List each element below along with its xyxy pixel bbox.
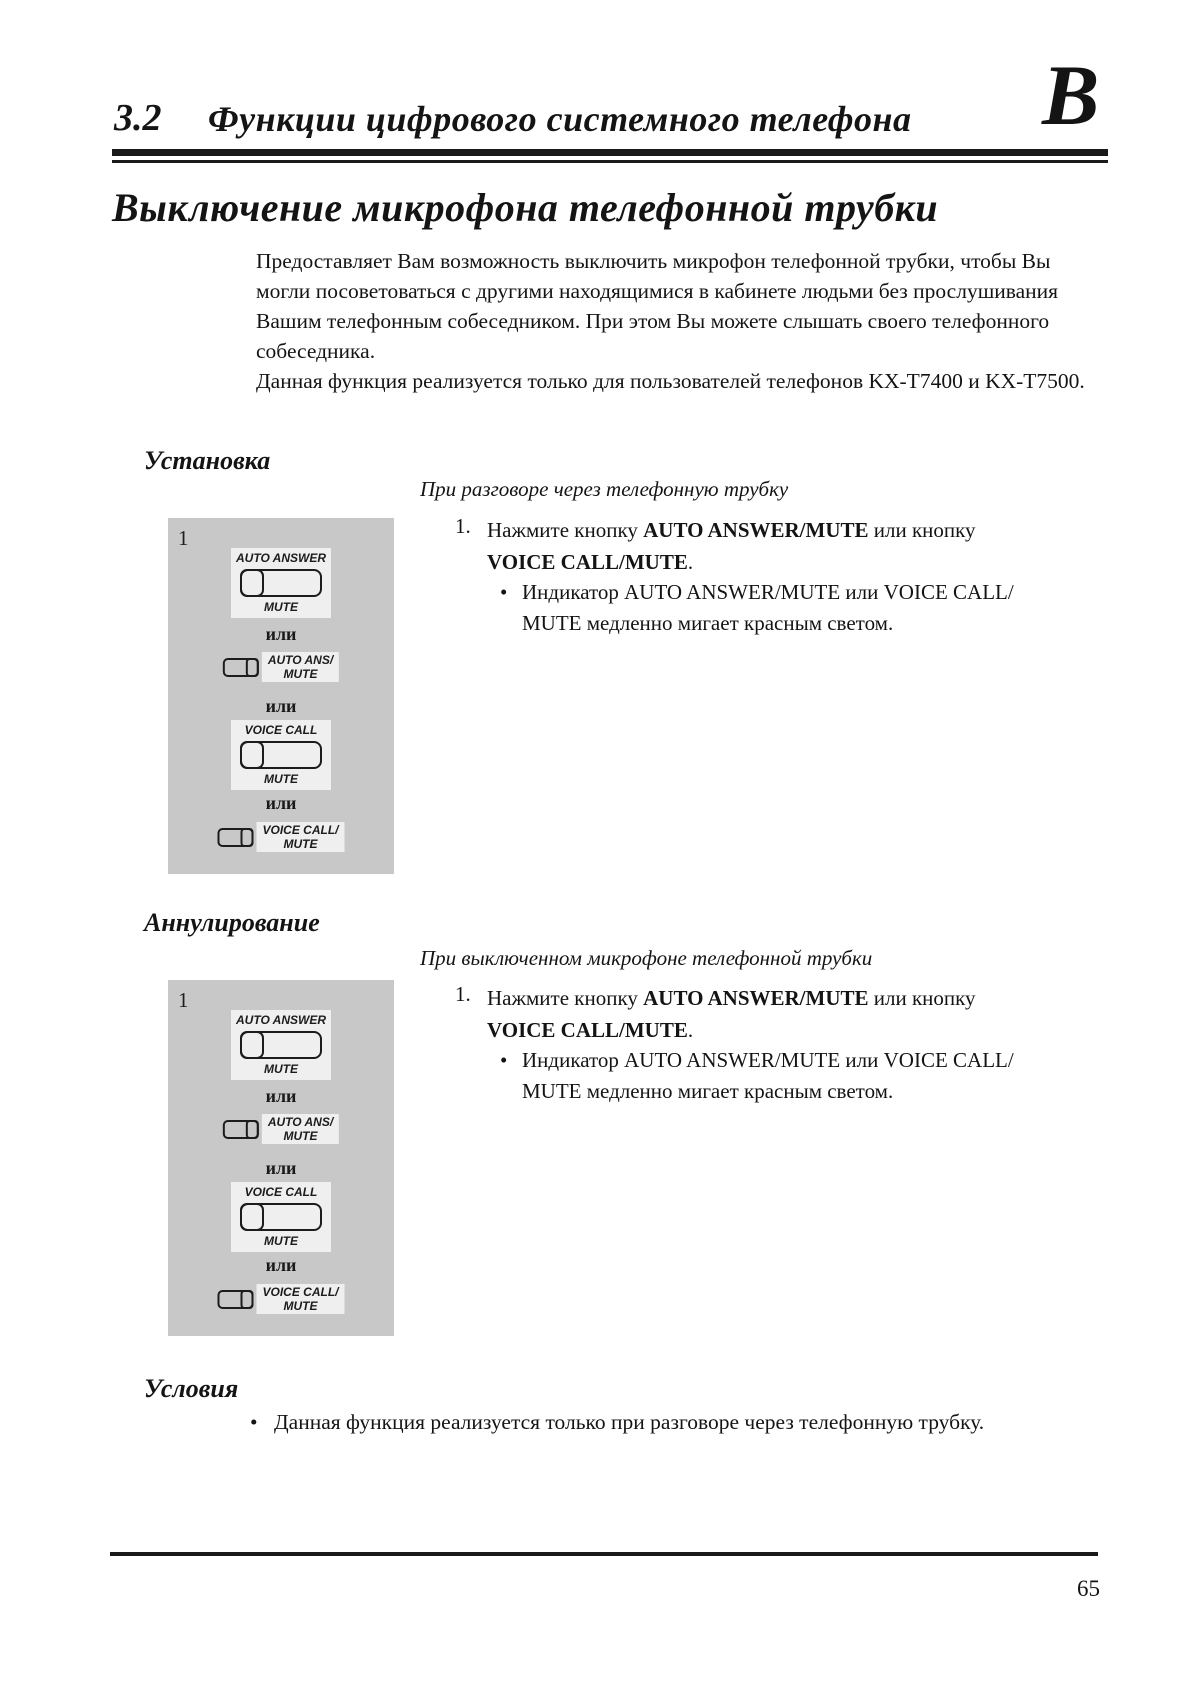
or-separator-1: или [265, 624, 297, 644]
voice-call-mute-small-key-label [256, 1284, 344, 1314]
mute-label: MUTE [264, 600, 298, 614]
or-separator-1: или [265, 1086, 297, 1106]
cancel-bullet-line-2: MUTE медленно мигает красным светом. [522, 1079, 894, 1103]
page-number: 65 [1077, 1576, 1100, 1601]
key-left-segment [240, 569, 264, 597]
cancel-step-mid: или кнопку [868, 986, 976, 1010]
setup-step-bold-1: AUTO ANSWER/MUTE [643, 518, 869, 542]
setup-bullet-line-1 [500, 577, 1060, 608]
conditions-bullet [250, 1410, 1070, 1435]
bullet-dot-icon: • [250, 1410, 258, 1434]
voice-call-mute-small-key [217, 822, 344, 852]
auto-ans-label-line-1: AUTO ANS/ [267, 653, 334, 667]
voice-call-label: VOICE CALL [244, 723, 318, 737]
feature-description-paragraph-2: Данная функция реализуется только для пользователей телефонов KX-T7400 и KX-T7500. [256, 369, 1085, 393]
cancel-bullet-text-1: Индикатор AUTO ANSWER/MUTE или VOICE CALL/ [522, 1048, 1014, 1072]
setup-condition: При разговоре через телефонную трубку [420, 477, 789, 501]
auto-ans-mute-small-key-icon [223, 1120, 259, 1139]
figure-frame-number: 1 [178, 988, 189, 1012]
setup-figure [168, 518, 394, 874]
mute-label: MUTE [264, 1062, 298, 1076]
cancel-step-bold-1: AUTO ANSWER/MUTE [643, 986, 869, 1010]
feature-title: Выключение микрофона телефонной трубки [112, 185, 939, 230]
voice-call-mute-key [231, 720, 331, 790]
setup-heading: Установка [144, 446, 271, 475]
auto-ans-mute-small-key-label [262, 652, 339, 682]
header-rule-thin [112, 160, 1108, 163]
conditions-heading: Условия [144, 1374, 239, 1403]
auto-ans-label-line-2: MUTE [283, 667, 318, 681]
auto-answer-mute-key-icon [240, 1031, 322, 1059]
setup-step-bold-2: VOICE CALL/MUTE [487, 550, 688, 574]
voice-call-mute-small-key-icon [217, 1290, 253, 1309]
setup-step-pre: Нажмите кнопку [487, 518, 644, 542]
key-right-segment [246, 658, 259, 677]
voice-call-mute-key [231, 1182, 331, 1252]
section-number: 3.2 [114, 97, 162, 139]
auto-answer-label: AUTO ANSWER [236, 551, 326, 565]
key-right-segment [240, 1290, 253, 1309]
voice-call-mute-key-icon [240, 741, 322, 769]
auto-ans-mute-small-key-label [262, 1114, 339, 1144]
auto-ans-mute-small-key-icon [223, 658, 259, 677]
key-left-segment [240, 741, 264, 769]
voice-call-label: VOICE CALL [244, 1185, 318, 1199]
cancel-step-pre: Нажмите кнопку [487, 986, 644, 1010]
auto-ans-mute-small-key [223, 652, 339, 682]
setup-step-mid: или кнопку [868, 518, 976, 542]
footer-rule [110, 1552, 1098, 1556]
auto-ans-label-line-1: AUTO ANS/ [267, 1115, 334, 1129]
cancel-condition: При выключенном микрофоне телефонной трубки [420, 946, 873, 970]
conditions-bullet-text: Данная функция реализуется только при разговоре через телефонную трубку. [274, 1410, 985, 1434]
section-title: Функции цифрового системного телефона [208, 99, 912, 139]
cancel-step-number: 1. [455, 982, 471, 1006]
cancel-bullet [500, 1045, 1060, 1107]
voice-call-label-line-1: VOICE CALL/ [262, 1285, 339, 1299]
or-separator-2: или [265, 1158, 297, 1178]
header-rule-thick [112, 149, 1108, 156]
setup-step-number: 1. [455, 514, 471, 538]
auto-answer-label: AUTO ANSWER [236, 1013, 326, 1027]
feature-description [256, 246, 1094, 396]
key-left-segment [240, 1203, 264, 1231]
cancel-step-bold-2: VOICE CALL/MUTE [487, 1018, 688, 1042]
voice-call-label-line-2: MUTE [283, 1299, 318, 1313]
or-separator-3: или [265, 793, 297, 813]
or-separator-3: или [265, 1255, 297, 1275]
cancel-step-text [487, 982, 1032, 1046]
voice-call-mute-small-key-label [256, 822, 344, 852]
cancel-heading: Аннулирование [144, 908, 320, 937]
cancel-bullet-line-1 [500, 1045, 1060, 1076]
voice-call-mute-small-key-icon [217, 828, 253, 847]
voice-call-mute-key-icon [240, 1203, 322, 1231]
feature-description-paragraph-1: Предоставляет Вам возможность выключить микрофон телефонной трубки, чтобы Вы могли посоветоваться с другими находящимися в кабинете людьми без прослушивания Вашим телефонным собеседником. При этом Вы можете слышать своего телефонного собеседника. [256, 249, 1059, 363]
voice-call-mute-small-key [217, 1284, 344, 1314]
figure-frame-number: 1 [178, 526, 189, 550]
voice-call-label-line-2: MUTE [283, 837, 318, 851]
key-right-segment [246, 1120, 259, 1139]
key-right-segment [240, 828, 253, 847]
mute-label: MUTE [264, 1234, 298, 1248]
auto-answer-mute-key [231, 548, 331, 618]
auto-ans-label-line-2: MUTE [283, 1129, 318, 1143]
key-left-segment [240, 1031, 264, 1059]
auto-answer-mute-key-icon [240, 569, 322, 597]
cancel-step-post: . [687, 1018, 694, 1042]
setup-step-text [487, 514, 1032, 578]
setup-bullet-line-2: MUTE медленно мигает красным светом. [522, 611, 894, 635]
cancel-figure [168, 980, 394, 1336]
auto-ans-mute-small-key [223, 1114, 339, 1144]
auto-answer-mute-key [231, 1010, 331, 1080]
bullet-dot-icon: • [500, 580, 508, 604]
mute-label: MUTE [264, 772, 298, 786]
setup-bullet [500, 577, 1060, 639]
voice-call-label-line-1: VOICE CALL/ [262, 823, 339, 837]
bullet-dot-icon: • [500, 1048, 508, 1072]
chapter-tab-letter: B [1042, 47, 1100, 143]
setup-step-post: . [687, 550, 694, 574]
setup-bullet-text-1: Индикатор AUTO ANSWER/MUTE или VOICE CALL/ [522, 580, 1014, 604]
or-separator-2: или [265, 696, 297, 716]
